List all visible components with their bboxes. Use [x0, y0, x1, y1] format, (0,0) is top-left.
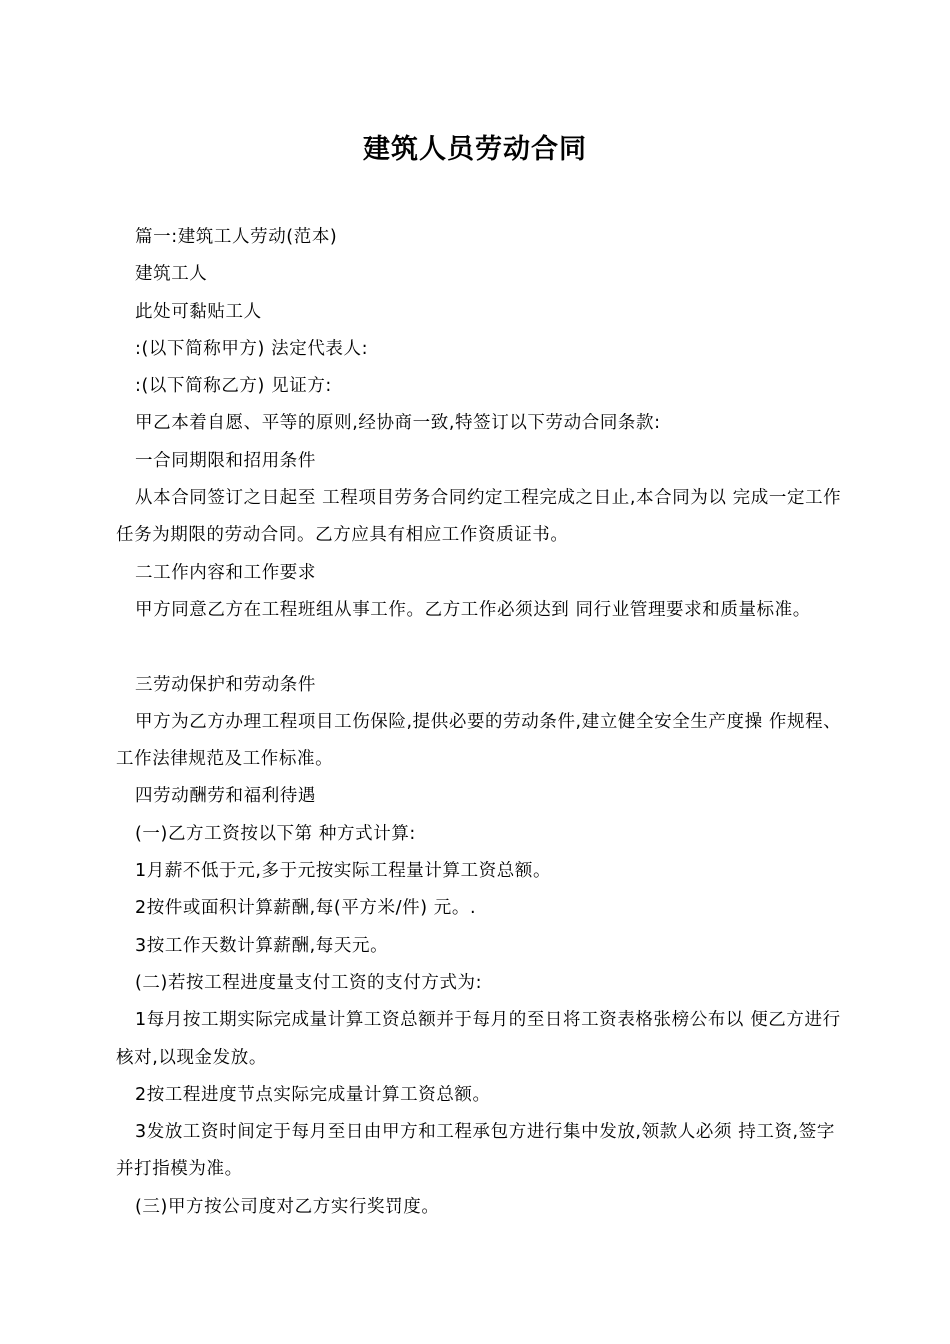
section-heading-2: 二工作内容和工作要求: [135, 562, 316, 583]
paragraph-3: 此处可黏贴工人: [135, 301, 262, 322]
paragraph-5: :(以下简称乙方) 见证方:: [135, 376, 332, 397]
paragraph-12: 甲方为乙方办理工程项目工伤保险,提供必要的劳动条件,建立健全安全生产度操 作规程、工作法律规范及工作标准。: [116, 711, 842, 770]
paragraph-6: 甲乙本着自愿、平等的原则,经协商一致,特签订以下劳动合同条款:: [135, 413, 661, 434]
paragraph-16: 2按件或面积计算薪酬,每(平方米/件) 元。.: [135, 898, 477, 919]
document-title: 建筑人员劳动合同: [363, 134, 587, 165]
paragraph-21: 3发放工资时间定于每月至日由甲方和工程承包方进行集中发放,领款人必须 持工资,签字并打指模为准。: [116, 1122, 835, 1180]
paragraph-2: 建筑工人: [135, 264, 208, 285]
paragraph-20: 2按工程进度节点实际完成量计算工资总额。: [135, 1084, 491, 1105]
paragraph-1: 篇一:建筑工人劳动(范本): [135, 227, 338, 247]
paragraph-8: 从本合同签订之日起至 工程项目劳务合同约定工程完成之日止,本合同为以 完成一定工作任务为期限的劳动合同。乙方应具有相应工作资质证书。: [116, 488, 842, 546]
paragraph-22: (三)甲方按公司度对乙方实行奖罚度。: [135, 1196, 440, 1217]
section-heading-1: 一合同期限和招用条件: [135, 450, 316, 471]
paragraph-10: 甲方同意乙方在工程班组从事工作。乙方工作必须达到 同行业管理要求和质量标准。: [135, 599, 811, 620]
paragraph-19: 1每月按工期实际完成量计算工资总额并于每月的至日将工资表格张榜公布以 便乙方进行核对,以现金发放。: [116, 1010, 841, 1068]
paragraph-14: (一)乙方工资按以下第 种方式计算:: [135, 823, 416, 844]
section-heading-3: 三劳动保护和劳动条件: [135, 674, 316, 695]
paragraph-18: (二)若按工程进度量支付工资的支付方式为:: [135, 972, 483, 993]
blank-line: [116, 629, 846, 666]
paragraph-17: 3按工作天数计算薪酬,每天元。: [135, 935, 389, 956]
section-heading-4: 四劳动酬劳和福利待遇: [135, 786, 316, 807]
document-body: [116, 219, 846, 1226]
paragraph-4: :(以下简称甲方) 法定代表人:: [135, 338, 369, 359]
paragraph-15: 1月薪不低于元,多于元按实际工程量计算工资总额。: [135, 861, 552, 882]
